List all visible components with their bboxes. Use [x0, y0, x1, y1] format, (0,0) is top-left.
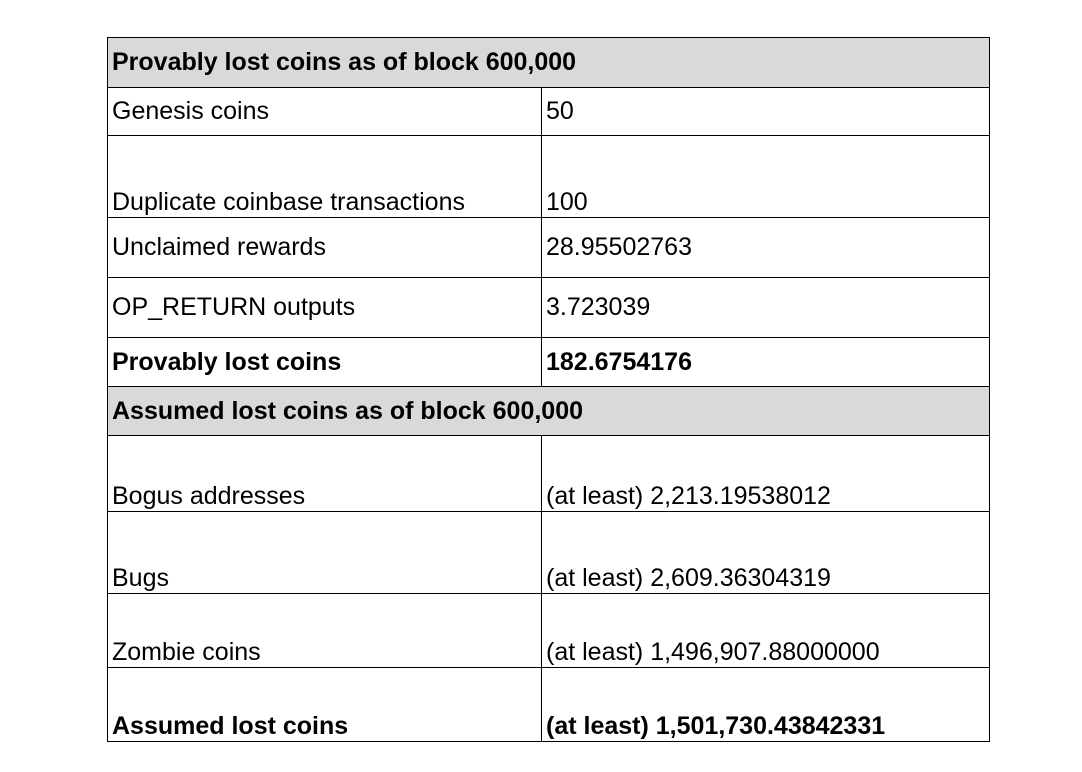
row-value: 3.723039 [542, 278, 990, 338]
row-value: (at least) 2,213.19538012 [542, 436, 990, 512]
row-label: Zombie coins [108, 594, 542, 668]
row-label: Bugs [108, 512, 542, 594]
row-label: Genesis coins [108, 88, 542, 136]
table-row [108, 512, 990, 594]
row-value: (at least) 1,496,907.88000000 [542, 594, 990, 668]
table-row [108, 136, 990, 218]
row-value: 28.95502763 [542, 218, 990, 278]
table-row [108, 594, 990, 668]
assumed-total-row [108, 668, 990, 742]
row-value: (at least) 2,609.36304319 [542, 512, 990, 594]
total-value: (at least) 1,501,730.43842331 [542, 668, 990, 742]
row-label: Unclaimed rewards [108, 218, 542, 278]
provable-header: Provably lost coins as of block 600,000 [108, 38, 990, 88]
total-label: Assumed lost coins [108, 668, 542, 742]
row-label: Duplicate coinbase transactions [108, 136, 542, 218]
table-row [108, 218, 990, 278]
table-row [108, 436, 990, 512]
row-label: OP_RETURN outputs [108, 278, 542, 338]
row-label: Bogus addresses [108, 436, 542, 512]
row-value: 50 [542, 88, 990, 136]
provable-header-row [108, 38, 990, 88]
table-row [108, 88, 990, 136]
total-label: Provably lost coins [108, 338, 542, 387]
assumed-header-row [108, 387, 990, 436]
provable-total-row [108, 338, 990, 387]
lost-coins-table [107, 37, 990, 742]
table-row [108, 278, 990, 338]
row-value: 100 [542, 136, 990, 218]
assumed-header: Assumed lost coins as of block 600,000 [108, 387, 990, 436]
total-value: 182.6754176 [542, 338, 990, 387]
